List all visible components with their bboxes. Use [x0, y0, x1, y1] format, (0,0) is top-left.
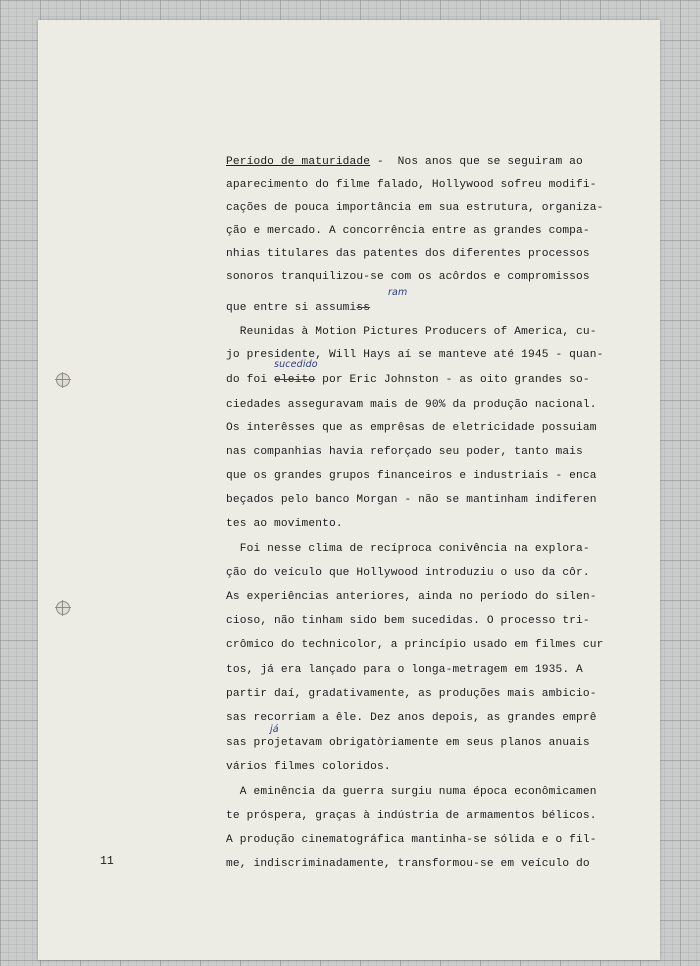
- text-line: beçados pelo banco Morgan - não se mantinham indiferen: [226, 494, 597, 506]
- text-line: Os interêsses que as emprêsas de eletricidade possuiam: [226, 422, 597, 434]
- text-line: sas recorriam a êle. Dez anos depois, as grandes emprê: [226, 712, 597, 724]
- text-line: vários filmes coloridos.: [226, 761, 391, 773]
- text-line: A produção cinematográfica mantinha-se sólida e o fil-: [226, 834, 597, 846]
- text-line: que os grandes grupos financeiros e industriais - enca: [226, 470, 597, 482]
- text-line: Reunidas à Motion Pictures Producers of America, cu-: [226, 326, 597, 338]
- text-line: aparecimento do filme falado, Hollywood sofreu modifi-: [226, 179, 597, 191]
- text-line: sas projetavam obrigatòriamente em seus planos anuais: [226, 737, 590, 749]
- text-line: ciedades asseguravam mais de 90% da produção nacional.: [226, 399, 597, 411]
- text-line: partir daí, gradativamente, as produções mais ambicio-: [226, 688, 597, 700]
- text-line: A eminência da guerra surgiu numa época econômicamen: [226, 786, 597, 798]
- handwritten-correction: ram: [388, 287, 408, 298]
- text-line: ção do veículo que Hollywood introduziu o uso da côr.: [226, 567, 590, 579]
- text-line: nas companhias havia reforçado seu poder, tanto mais: [226, 446, 583, 458]
- text-line: cioso, não tinham sido bem sucedidas. O processo tri-: [226, 615, 590, 627]
- text-line: Foi nesse clima de recíproca conivência na explora-: [226, 543, 590, 555]
- text-line: tes ao movimento.: [226, 518, 343, 530]
- text-line: crômico do technicolor, a princípio usado em filmes cur: [226, 639, 604, 651]
- text-line: do foi eleito por Eric Johnston - as oito grandes so-: [226, 374, 590, 386]
- text-line: te próspera, graças à indústria de armamentos bélicos.: [226, 810, 597, 822]
- page-number: 11: [100, 855, 114, 868]
- text-line: cações de pouca importância em sua estrutura, organiza-: [226, 202, 604, 214]
- text-line: tos, já era lançado para o longa-metragem em 1935. A: [226, 664, 583, 676]
- handwritten-correction: já: [270, 724, 279, 735]
- text-line: jo presidente, Will Hays aí se manteve até 1945 - quan-: [226, 349, 604, 361]
- text-line: que entre si assumiss: [226, 302, 371, 314]
- text-line: sonoros tranquilizou-se com os acôrdos e compromissos: [226, 271, 590, 283]
- text-line: me, indiscriminadamente, transformou-se em veículo do: [226, 858, 590, 870]
- section-heading: Período de maturidade: [226, 156, 371, 168]
- text-line: As experiências anteriores, ainda no período do silen-: [226, 591, 597, 603]
- struck-suffix: ss: [356, 302, 371, 314]
- struck-word: eleito: [274, 374, 316, 386]
- punch-hole-mark: [56, 601, 70, 615]
- text-line: nhias titulares das patentes dos diferentes processos: [226, 248, 590, 260]
- punch-hole-mark: [56, 373, 70, 387]
- text-line: Período de maturidade - Nos anos que se seguiram ao: [226, 156, 583, 168]
- handwritten-correction: sucedido: [274, 359, 318, 370]
- text-line: ção e mercado. A concorrência entre as grandes compa-: [226, 225, 590, 237]
